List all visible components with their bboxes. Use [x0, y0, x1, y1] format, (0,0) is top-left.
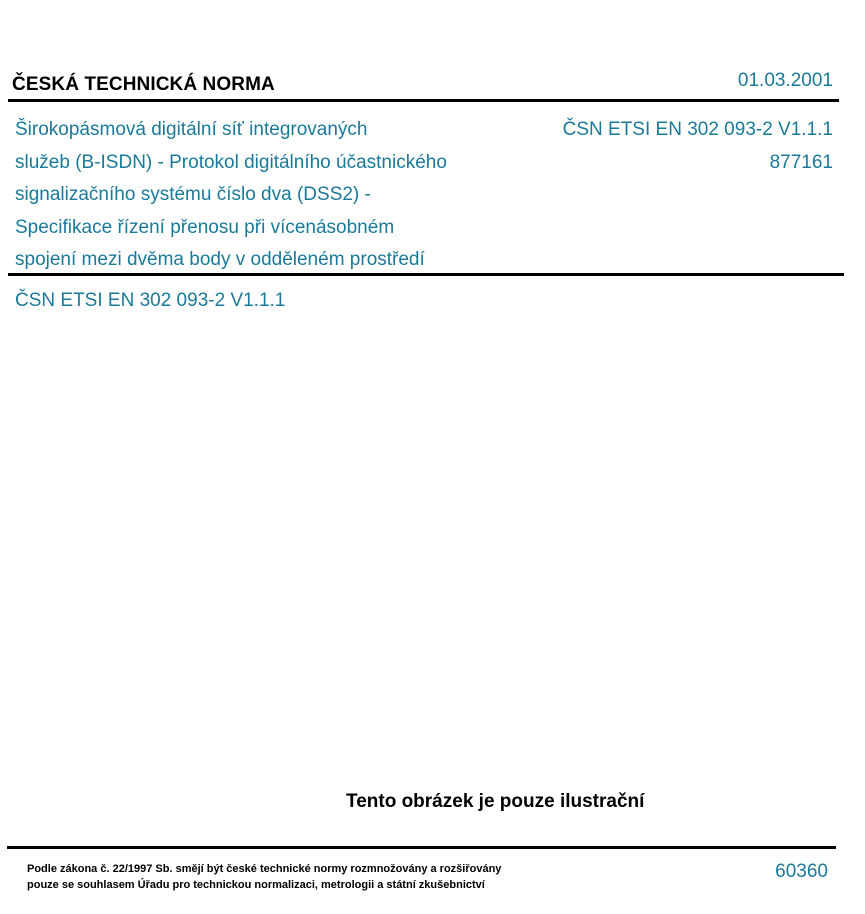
title-line: Specifikace řízení přenosu při vícenásobném — [15, 216, 395, 238]
publication-date: 01.03.2001 — [737, 70, 833, 91]
legal-line: Podle zákona č. 22/1997 Sb. smějí být české technické normy rozmnožovány a rozšiřovány — [27, 863, 502, 875]
legal-line: pouze se souhlasem Úřadu pro technickou normalizaci, metrologii a státní zkušebnictví — [27, 878, 485, 891]
standard-code: ČSN ETSI EN 302 093-2 V1.1.1 — [562, 119, 833, 140]
standard-designation: ČSN ETSI EN 302 093-2 V1.1.1 — [15, 290, 286, 311]
legal-notice — [27, 862, 587, 893]
middle-divider — [8, 273, 844, 276]
standard-identifiers — [563, 114, 833, 179]
top-divider — [8, 99, 839, 102]
catalog-number: 877161 — [769, 151, 833, 173]
document-type-heading: ČESKÁ TECHNICKÁ NORMA — [12, 74, 275, 95]
bottom-divider — [7, 846, 836, 849]
standard-title — [15, 114, 535, 277]
page-number: 60360 — [775, 861, 828, 882]
title-line: signalizačního systému číslo dva (DSS2) - — [15, 184, 371, 205]
title-line: spojení mezi dvěma body v odděleném prostředí — [15, 249, 425, 270]
title-line: služeb (B-ISDN) - Protokol digitálního účastnického — [15, 151, 447, 173]
illustration-note: Tento obrázek je pouze ilustrační — [346, 791, 645, 812]
title-line: Širokopásmová digitální síť integrovaných — [15, 119, 368, 140]
